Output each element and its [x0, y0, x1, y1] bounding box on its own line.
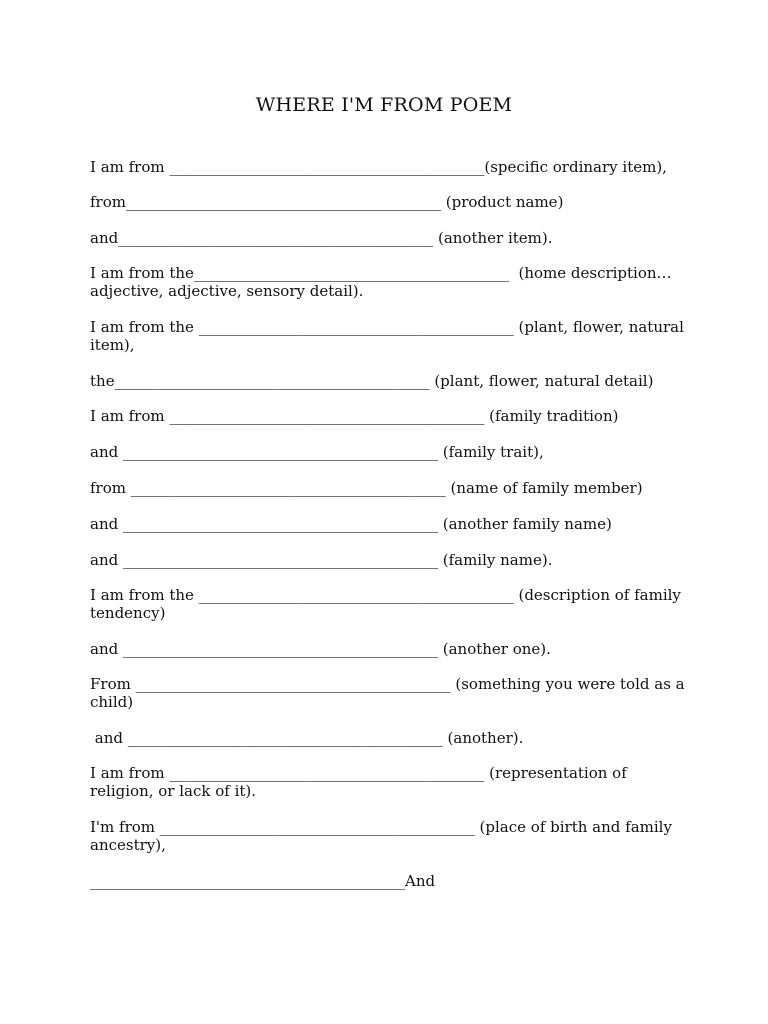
poem-line-6: the__________________________________________ (plant, flower, natural detail)	[90, 372, 654, 390]
poem-line-11: and __________________________________________ (family name).	[90, 551, 553, 569]
poem-line-17: I'm from __________________________________________ (place of birth and family ancestry),	[90, 818, 677, 854]
poem-line-13: and __________________________________________ (another one).	[90, 640, 551, 658]
poem-line-8: and __________________________________________ (family trait),	[90, 443, 544, 461]
poem-line-5: I am from the __________________________________________ (plant, flower, natural item),	[90, 318, 689, 354]
poem-line-7: I am from __________________________________________ (family tradition)	[90, 407, 619, 425]
poem-line-18: __________________________________________And	[90, 872, 436, 890]
poem-line-14: From __________________________________________ (something you were told as a child)	[90, 675, 690, 711]
poem-line-3: and__________________________________________ (another item).	[90, 229, 553, 247]
poem-line-9: from __________________________________________ (name of family member)	[90, 479, 643, 497]
poem-line-15: and __________________________________________ (another).	[90, 729, 524, 747]
poem-line-2: from__________________________________________ (product name)	[90, 193, 564, 211]
poem-title: WHERE I'M FROM POEM	[255, 94, 513, 116]
poem-line-1: I am from __________________________________________(specific ordinary item),	[90, 158, 667, 176]
poem-line-16: I am from __________________________________________ (representation of religion, or lack of it).	[90, 764, 632, 800]
poem-line-10: and __________________________________________ (another family name)	[90, 515, 612, 533]
poem-line-12: I am from the __________________________________________ (description of family tendency)	[90, 586, 686, 622]
poem-line-4: I am from the__________________________________________ (home description… adjective, adjective, sensory detail).	[90, 264, 677, 300]
